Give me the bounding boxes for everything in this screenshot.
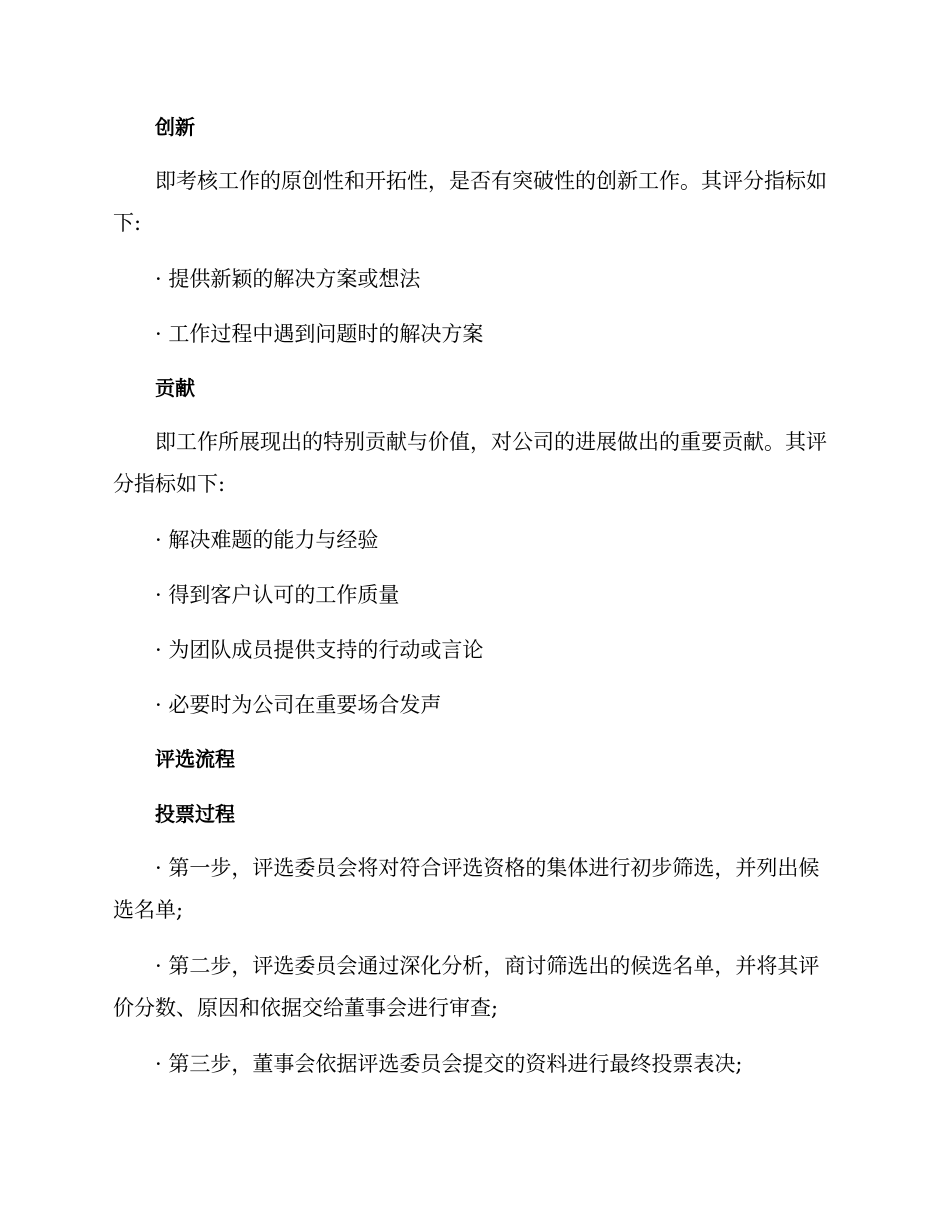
subheading-voting: 投票过程 xyxy=(155,802,235,826)
process-step: · 第一步，评选委员会将对符合评选资格的集体进行初步筛选，并列出候选名单; xyxy=(113,856,820,922)
process-step: · 第二步，评选委员会通过深化分析，商讨筛选出的候选名单，并将其评价分数、原因和依据交给董事会进行审查; xyxy=(113,954,820,1020)
section-heading-innovation: 创新 xyxy=(155,115,195,139)
innovation-item: · 提供新颖的解决方案或想法 xyxy=(155,267,421,291)
contribution-description: 即工作所展现出的特别贡献与价值，对公司的进展做出的重要贡献。其评分指标如下: xyxy=(113,430,827,496)
innovation-item: · 工作过程中遇到问题时的解决方案 xyxy=(155,322,484,346)
contribution-item: · 为团队成员提供支持的行动或言论 xyxy=(155,638,484,662)
section-heading-process: 评选流程 xyxy=(155,747,235,771)
innovation-description: 即考核工作的原创性和开拓性，是否有突破性的创新工作。其评分指标如下: xyxy=(113,169,827,235)
contribution-item: · 得到客户认可的工作质量 xyxy=(155,583,400,607)
section-heading-contribution: 贡献 xyxy=(155,376,195,400)
process-step: · 第三步，董事会依据评选委员会提交的资料进行最终投票表决; xyxy=(155,1052,743,1076)
contribution-item: · 必要时为公司在重要场合发声 xyxy=(155,693,442,717)
contribution-item: · 解决难题的能力与经验 xyxy=(155,528,379,552)
